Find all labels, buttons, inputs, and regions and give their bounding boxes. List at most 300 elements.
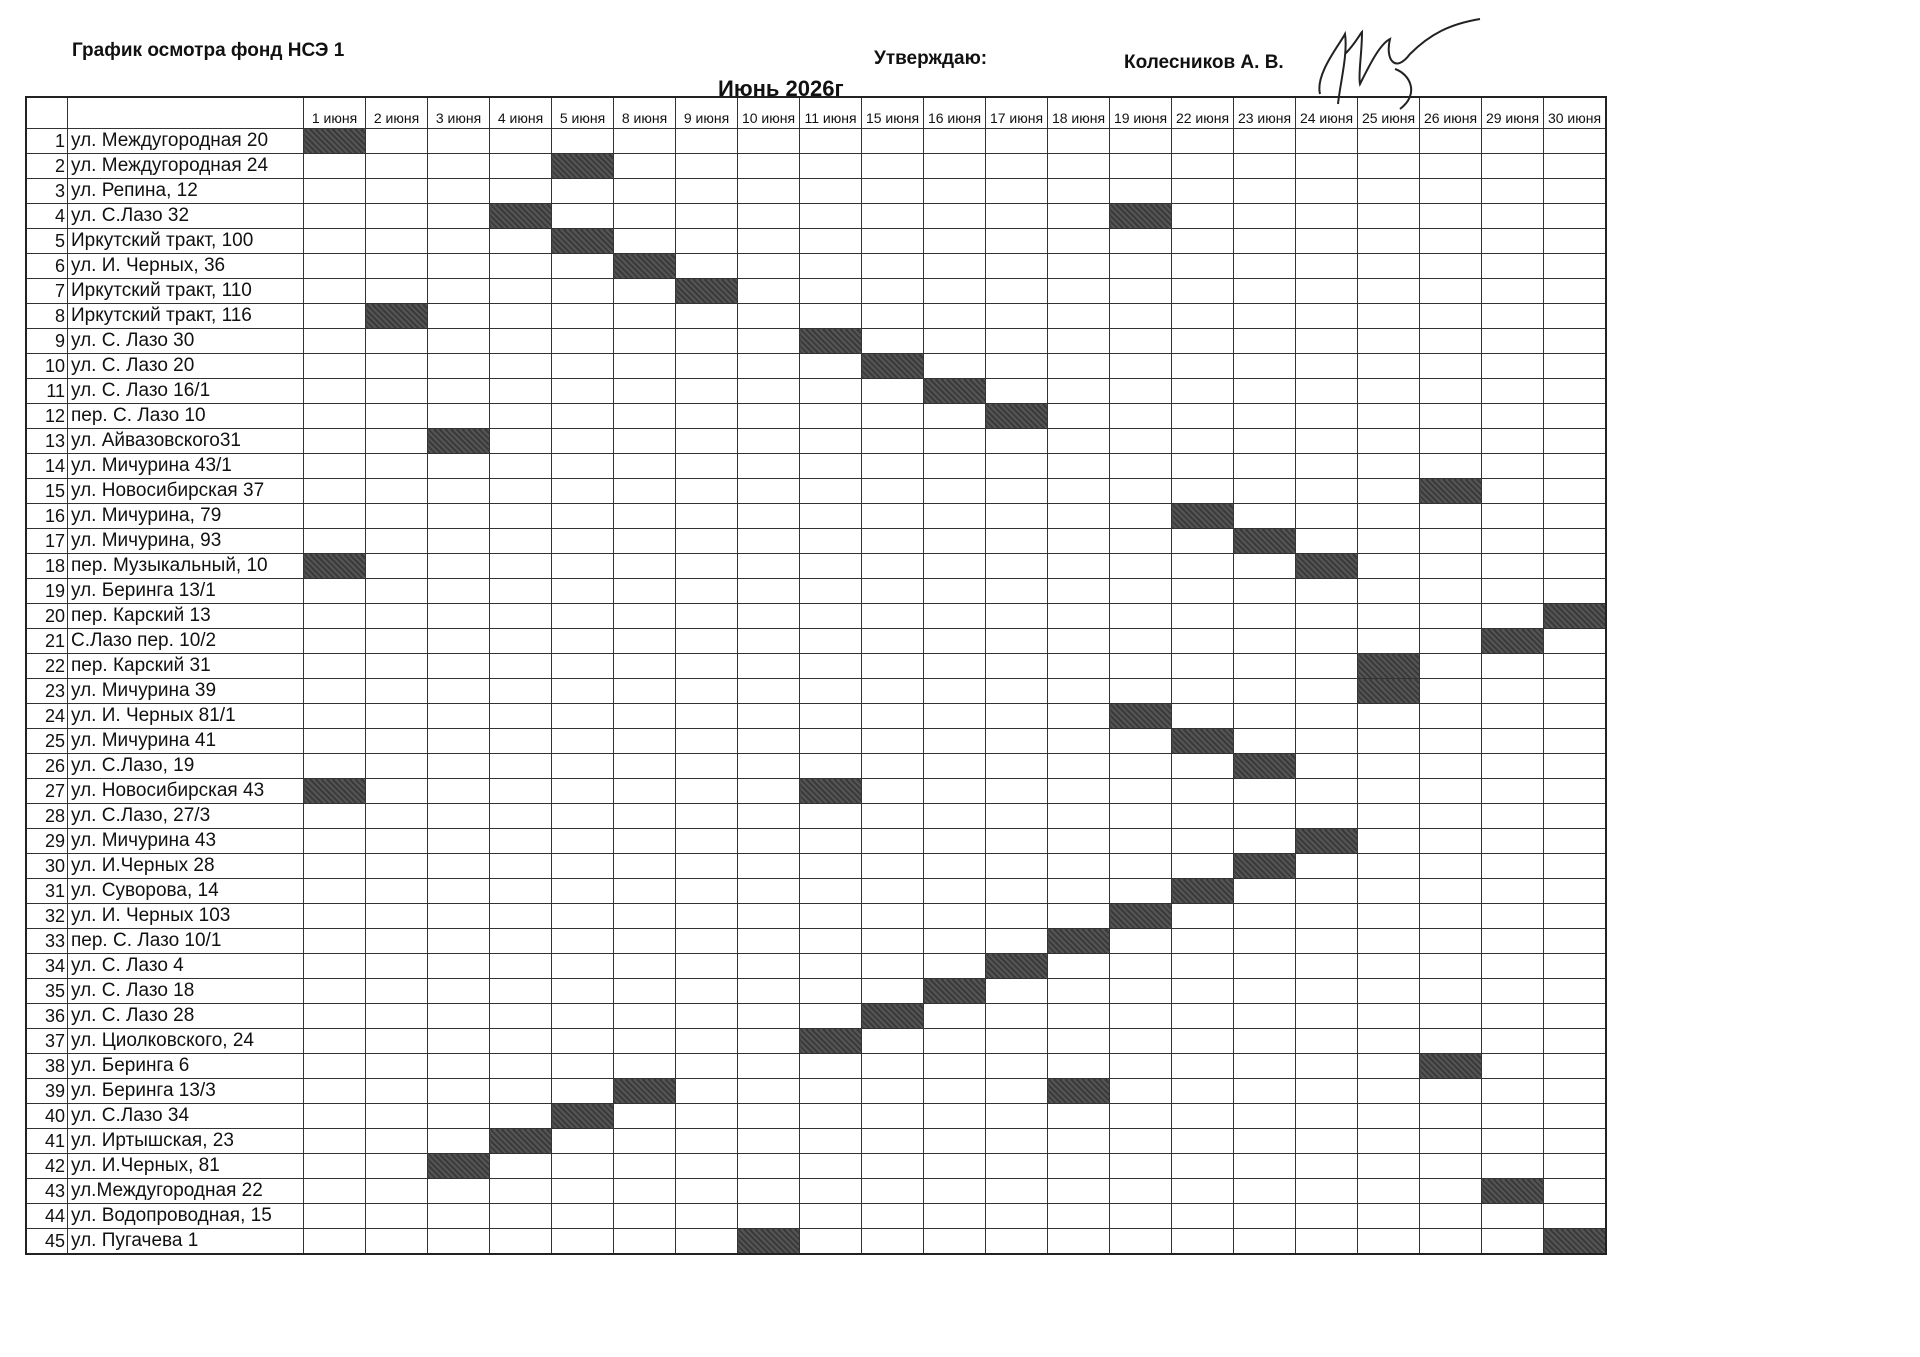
address-cell: ул. И.Черных, 81	[68, 1154, 304, 1179]
day-cell	[1544, 954, 1607, 979]
day-cell	[986, 179, 1048, 204]
day-cell	[1234, 354, 1296, 379]
day-cell	[1482, 1154, 1544, 1179]
day-cell	[552, 604, 614, 629]
day-cell	[862, 554, 924, 579]
day-cell	[676, 729, 738, 754]
day-cell	[1234, 1179, 1296, 1204]
marked-day-cell	[1172, 879, 1234, 904]
address-cell: ул. И. Черных 81/1	[68, 704, 304, 729]
day-cell	[1296, 179, 1358, 204]
day-cell	[1110, 1129, 1172, 1154]
day-cell	[1544, 354, 1607, 379]
day-cell	[304, 1029, 366, 1054]
page-title: График осмотра фонд НСЭ 1	[72, 40, 345, 61]
table-row	[26, 329, 1606, 354]
day-cell	[1110, 629, 1172, 654]
header-num-cell	[26, 97, 68, 129]
day-cell	[1048, 554, 1110, 579]
day-cell	[1048, 254, 1110, 279]
day-cell	[614, 1179, 676, 1204]
day-cell	[986, 1229, 1048, 1255]
day-cell	[800, 279, 862, 304]
day-cell	[800, 854, 862, 879]
day-cell	[862, 529, 924, 554]
day-cell	[490, 929, 552, 954]
day-cell	[1172, 604, 1234, 629]
day-cell	[552, 704, 614, 729]
day-cell	[614, 1104, 676, 1129]
day-cell	[366, 654, 428, 679]
day-cell	[428, 1004, 490, 1029]
day-cell	[1110, 279, 1172, 304]
table-row	[26, 929, 1606, 954]
day-cell	[1420, 254, 1482, 279]
day-cell	[738, 729, 800, 754]
day-cell	[1296, 854, 1358, 879]
day-cell	[1234, 1029, 1296, 1054]
marked-day-cell	[1358, 654, 1420, 679]
day-cell	[366, 1154, 428, 1179]
day-cell	[1172, 854, 1234, 879]
day-cell	[738, 129, 800, 154]
address-cell: С.Лазо пер. 10/2	[68, 629, 304, 654]
day-cell	[366, 929, 428, 954]
day-cell	[1234, 1054, 1296, 1079]
day-cell	[552, 554, 614, 579]
day-cell	[676, 579, 738, 604]
day-cell	[924, 554, 986, 579]
marked-day-cell	[924, 979, 986, 1004]
day-cell	[1544, 529, 1607, 554]
day-cell	[1544, 929, 1607, 954]
day-cell	[304, 304, 366, 329]
day-cell	[614, 279, 676, 304]
day-cell	[1358, 1079, 1420, 1104]
marked-day-cell	[304, 129, 366, 154]
day-cell	[800, 1004, 862, 1029]
day-cell	[862, 329, 924, 354]
address-cell: ул. С. Лазо 28	[68, 1004, 304, 1029]
day-cell	[924, 1204, 986, 1229]
day-cell	[1110, 454, 1172, 479]
day-cell	[862, 654, 924, 679]
marked-day-cell	[552, 229, 614, 254]
day-cell	[1358, 829, 1420, 854]
day-cell	[304, 279, 366, 304]
day-cell	[862, 904, 924, 929]
day-cell	[800, 479, 862, 504]
day-cell	[1482, 1054, 1544, 1079]
day-cell	[676, 229, 738, 254]
day-cell	[800, 1154, 862, 1179]
day-cell	[1296, 429, 1358, 454]
day-cell	[986, 779, 1048, 804]
day-cell	[1048, 1204, 1110, 1229]
day-cell	[490, 704, 552, 729]
day-cell	[1110, 1204, 1172, 1229]
table-row	[26, 679, 1606, 704]
day-cell	[428, 679, 490, 704]
day-cell	[862, 954, 924, 979]
day-cell	[490, 829, 552, 854]
day-cell	[1544, 254, 1607, 279]
day-cell	[366, 804, 428, 829]
day-cell	[800, 1204, 862, 1229]
day-cell	[1482, 529, 1544, 554]
day-cell	[428, 904, 490, 929]
day-cell	[986, 979, 1048, 1004]
day-cell	[552, 1204, 614, 1229]
day-cell	[1482, 954, 1544, 979]
day-cell	[1172, 804, 1234, 829]
day-cell	[366, 129, 428, 154]
address-cell: ул. Водопроводная, 15	[68, 1204, 304, 1229]
day-cell	[1482, 679, 1544, 704]
day-cell	[614, 354, 676, 379]
day-cell	[800, 754, 862, 779]
day-cell	[1234, 904, 1296, 929]
day-cell	[676, 1179, 738, 1204]
day-cell	[428, 629, 490, 654]
day-cell	[428, 554, 490, 579]
day-cell	[304, 179, 366, 204]
day-cell	[1482, 354, 1544, 379]
day-cell	[862, 254, 924, 279]
day-cell	[1482, 179, 1544, 204]
marked-day-cell	[490, 1129, 552, 1154]
day-cell	[862, 1179, 924, 1204]
marked-day-cell	[1234, 854, 1296, 879]
day-cell	[738, 254, 800, 279]
day-cell	[1172, 454, 1234, 479]
marked-day-cell	[676, 279, 738, 304]
day-cell	[1234, 954, 1296, 979]
day-cell	[1358, 1129, 1420, 1154]
day-cell	[738, 929, 800, 954]
day-cell	[738, 379, 800, 404]
approver-name: Колесников А. В.	[1124, 52, 1284, 73]
day-cell	[1234, 679, 1296, 704]
day-cell	[1296, 979, 1358, 1004]
marked-day-cell	[1296, 554, 1358, 579]
day-cell	[614, 529, 676, 554]
day-cell	[1482, 979, 1544, 1004]
day-cell	[986, 1079, 1048, 1104]
month-heading: Июнь 2026г	[718, 76, 844, 101]
address-cell: Иркутский тракт, 110	[68, 279, 304, 304]
day-cell	[1296, 629, 1358, 654]
day-cell	[924, 1104, 986, 1129]
day-cell	[1234, 729, 1296, 754]
day-cell	[1544, 379, 1607, 404]
day-cell	[986, 1054, 1048, 1079]
day-cell	[1420, 704, 1482, 729]
day-cell	[986, 654, 1048, 679]
address-cell: ул. Междугородная 24	[68, 154, 304, 179]
day-cell	[366, 679, 428, 704]
address-cell: ул. С. Лазо 16/1	[68, 379, 304, 404]
address-cell: ул. С.Лазо, 19	[68, 754, 304, 779]
day-cell	[738, 1104, 800, 1129]
marked-day-cell	[738, 1229, 800, 1255]
day-cell	[1048, 454, 1110, 479]
table-row	[26, 1004, 1606, 1029]
address-cell: ул. Новосибирская 37	[68, 479, 304, 504]
day-cell	[552, 679, 614, 704]
day-cell	[738, 1004, 800, 1029]
day-cell	[862, 829, 924, 854]
day-cell	[1172, 129, 1234, 154]
day-cell	[1048, 429, 1110, 454]
day-header: 9 июня	[676, 97, 738, 129]
table-row	[26, 579, 1606, 604]
day-cell	[614, 479, 676, 504]
day-cell	[862, 1054, 924, 1079]
table-row	[26, 704, 1606, 729]
table-row	[26, 454, 1606, 479]
table-row	[26, 629, 1606, 654]
day-cell	[1544, 904, 1607, 929]
day-cell	[1048, 129, 1110, 154]
day-cell	[1544, 1154, 1607, 1179]
day-cell	[366, 779, 428, 804]
day-cell	[1172, 379, 1234, 404]
day-cell	[676, 1104, 738, 1129]
day-cell	[1420, 854, 1482, 879]
day-cell	[676, 629, 738, 654]
day-cell	[676, 429, 738, 454]
address-cell: ул. Пугачева 1	[68, 1229, 304, 1255]
day-cell	[1048, 229, 1110, 254]
day-cell	[1234, 254, 1296, 279]
marked-day-cell	[614, 1079, 676, 1104]
row-number: 25	[26, 729, 68, 754]
day-cell	[738, 1154, 800, 1179]
day-cell	[428, 529, 490, 554]
day-cell	[1482, 854, 1544, 879]
row-number: 17	[26, 529, 68, 554]
day-cell	[1234, 604, 1296, 629]
day-cell	[366, 629, 428, 654]
day-cell	[862, 804, 924, 829]
day-cell	[986, 1004, 1048, 1029]
day-cell	[862, 729, 924, 754]
day-cell	[614, 979, 676, 1004]
day-cell	[1048, 854, 1110, 879]
day-cell	[1544, 879, 1607, 904]
day-cell	[738, 329, 800, 354]
row-number: 1	[26, 129, 68, 154]
address-cell: ул. Суворова, 14	[68, 879, 304, 904]
day-cell	[1048, 579, 1110, 604]
day-cell	[1482, 929, 1544, 954]
day-cell	[924, 1054, 986, 1079]
day-cell	[676, 854, 738, 879]
day-cell	[1296, 229, 1358, 254]
day-cell	[614, 929, 676, 954]
day-cell	[1420, 1129, 1482, 1154]
day-cell	[676, 829, 738, 854]
day-cell	[614, 1154, 676, 1179]
day-cell	[1048, 529, 1110, 554]
day-cell	[676, 454, 738, 479]
row-number: 37	[26, 1029, 68, 1054]
day-cell	[552, 1154, 614, 1179]
row-number: 26	[26, 754, 68, 779]
day-cell	[1296, 529, 1358, 554]
day-cell	[428, 254, 490, 279]
day-cell	[738, 554, 800, 579]
day-cell	[676, 1054, 738, 1079]
day-cell	[1358, 479, 1420, 504]
day-cell	[1172, 1229, 1234, 1255]
table-row	[26, 129, 1606, 154]
day-cell	[1482, 1004, 1544, 1029]
day-cell	[1296, 754, 1358, 779]
day-cell	[1482, 754, 1544, 779]
day-cell	[304, 429, 366, 454]
day-cell	[490, 529, 552, 554]
table-row	[26, 1054, 1606, 1079]
row-number: 29	[26, 829, 68, 854]
day-cell	[552, 1179, 614, 1204]
day-cell	[676, 204, 738, 229]
day-cell	[800, 454, 862, 479]
day-cell	[428, 454, 490, 479]
day-cell	[862, 779, 924, 804]
day-cell	[1420, 279, 1482, 304]
day-cell	[800, 654, 862, 679]
day-cell	[1110, 229, 1172, 254]
day-cell	[676, 804, 738, 829]
day-cell	[1420, 354, 1482, 379]
day-cell	[1482, 1104, 1544, 1129]
day-cell	[1544, 1054, 1607, 1079]
marked-day-cell	[800, 329, 862, 354]
day-cell	[738, 529, 800, 554]
day-cell	[676, 604, 738, 629]
day-cell	[1296, 154, 1358, 179]
day-cell	[1358, 454, 1420, 479]
day-cell	[304, 454, 366, 479]
day-cell	[614, 379, 676, 404]
day-cell	[800, 1054, 862, 1079]
day-cell	[1420, 404, 1482, 429]
table-row	[26, 854, 1606, 879]
day-cell	[1420, 554, 1482, 579]
marked-day-cell	[1358, 679, 1420, 704]
day-cell	[1296, 129, 1358, 154]
day-cell	[1110, 579, 1172, 604]
day-cell	[552, 329, 614, 354]
day-cell	[738, 704, 800, 729]
day-cell	[490, 1079, 552, 1104]
day-cell	[800, 529, 862, 554]
day-cell	[800, 1229, 862, 1255]
day-cell	[1358, 1204, 1420, 1229]
day-cell	[1234, 179, 1296, 204]
day-cell	[428, 179, 490, 204]
day-cell	[1544, 204, 1607, 229]
day-cell	[676, 329, 738, 354]
day-cell	[428, 204, 490, 229]
day-cell	[1234, 1204, 1296, 1229]
day-cell	[1048, 754, 1110, 779]
day-cell	[1482, 704, 1544, 729]
day-cell	[1482, 879, 1544, 904]
day-header: 18 июня	[1048, 97, 1110, 129]
day-cell	[738, 654, 800, 679]
day-cell	[1110, 854, 1172, 879]
day-cell	[552, 504, 614, 529]
day-cell	[1110, 304, 1172, 329]
day-cell	[738, 829, 800, 854]
row-number: 45	[26, 1229, 68, 1255]
day-cell	[304, 1154, 366, 1179]
day-cell	[986, 229, 1048, 254]
day-cell	[428, 479, 490, 504]
day-cell	[800, 579, 862, 604]
address-cell: пер. Карский 31	[68, 654, 304, 679]
day-cell	[366, 1004, 428, 1029]
address-cell: ул. Беринга 13/1	[68, 579, 304, 604]
day-cell	[304, 204, 366, 229]
day-cell	[862, 404, 924, 429]
day-cell	[428, 1179, 490, 1204]
row-number: 40	[26, 1104, 68, 1129]
day-cell	[1172, 779, 1234, 804]
day-cell	[1110, 1079, 1172, 1104]
day-cell	[304, 1054, 366, 1079]
marked-day-cell	[862, 1004, 924, 1029]
row-number: 10	[26, 354, 68, 379]
day-cell	[800, 704, 862, 729]
table-row	[26, 879, 1606, 904]
day-cell	[366, 404, 428, 429]
day-cell	[428, 1104, 490, 1129]
day-cell	[986, 754, 1048, 779]
day-cell	[676, 479, 738, 504]
day-cell	[738, 879, 800, 904]
day-cell	[428, 654, 490, 679]
day-cell	[304, 329, 366, 354]
day-cell	[1358, 1029, 1420, 1054]
day-cell	[1234, 1104, 1296, 1129]
day-cell	[614, 454, 676, 479]
day-cell	[1110, 654, 1172, 679]
day-cell	[1172, 629, 1234, 654]
day-cell	[490, 804, 552, 829]
row-number: 12	[26, 404, 68, 429]
day-cell	[428, 1229, 490, 1255]
day-cell	[862, 379, 924, 404]
day-cell	[1296, 729, 1358, 754]
day-cell	[1234, 129, 1296, 154]
day-cell	[800, 354, 862, 379]
day-cell	[1172, 204, 1234, 229]
day-cell	[1358, 254, 1420, 279]
marked-day-cell	[1296, 829, 1358, 854]
day-cell	[1234, 1129, 1296, 1154]
day-cell	[924, 704, 986, 729]
day-cell	[800, 729, 862, 754]
day-cell	[366, 454, 428, 479]
day-cell	[862, 604, 924, 629]
day-cell	[490, 129, 552, 154]
day-cell	[304, 754, 366, 779]
day-cell	[738, 779, 800, 804]
